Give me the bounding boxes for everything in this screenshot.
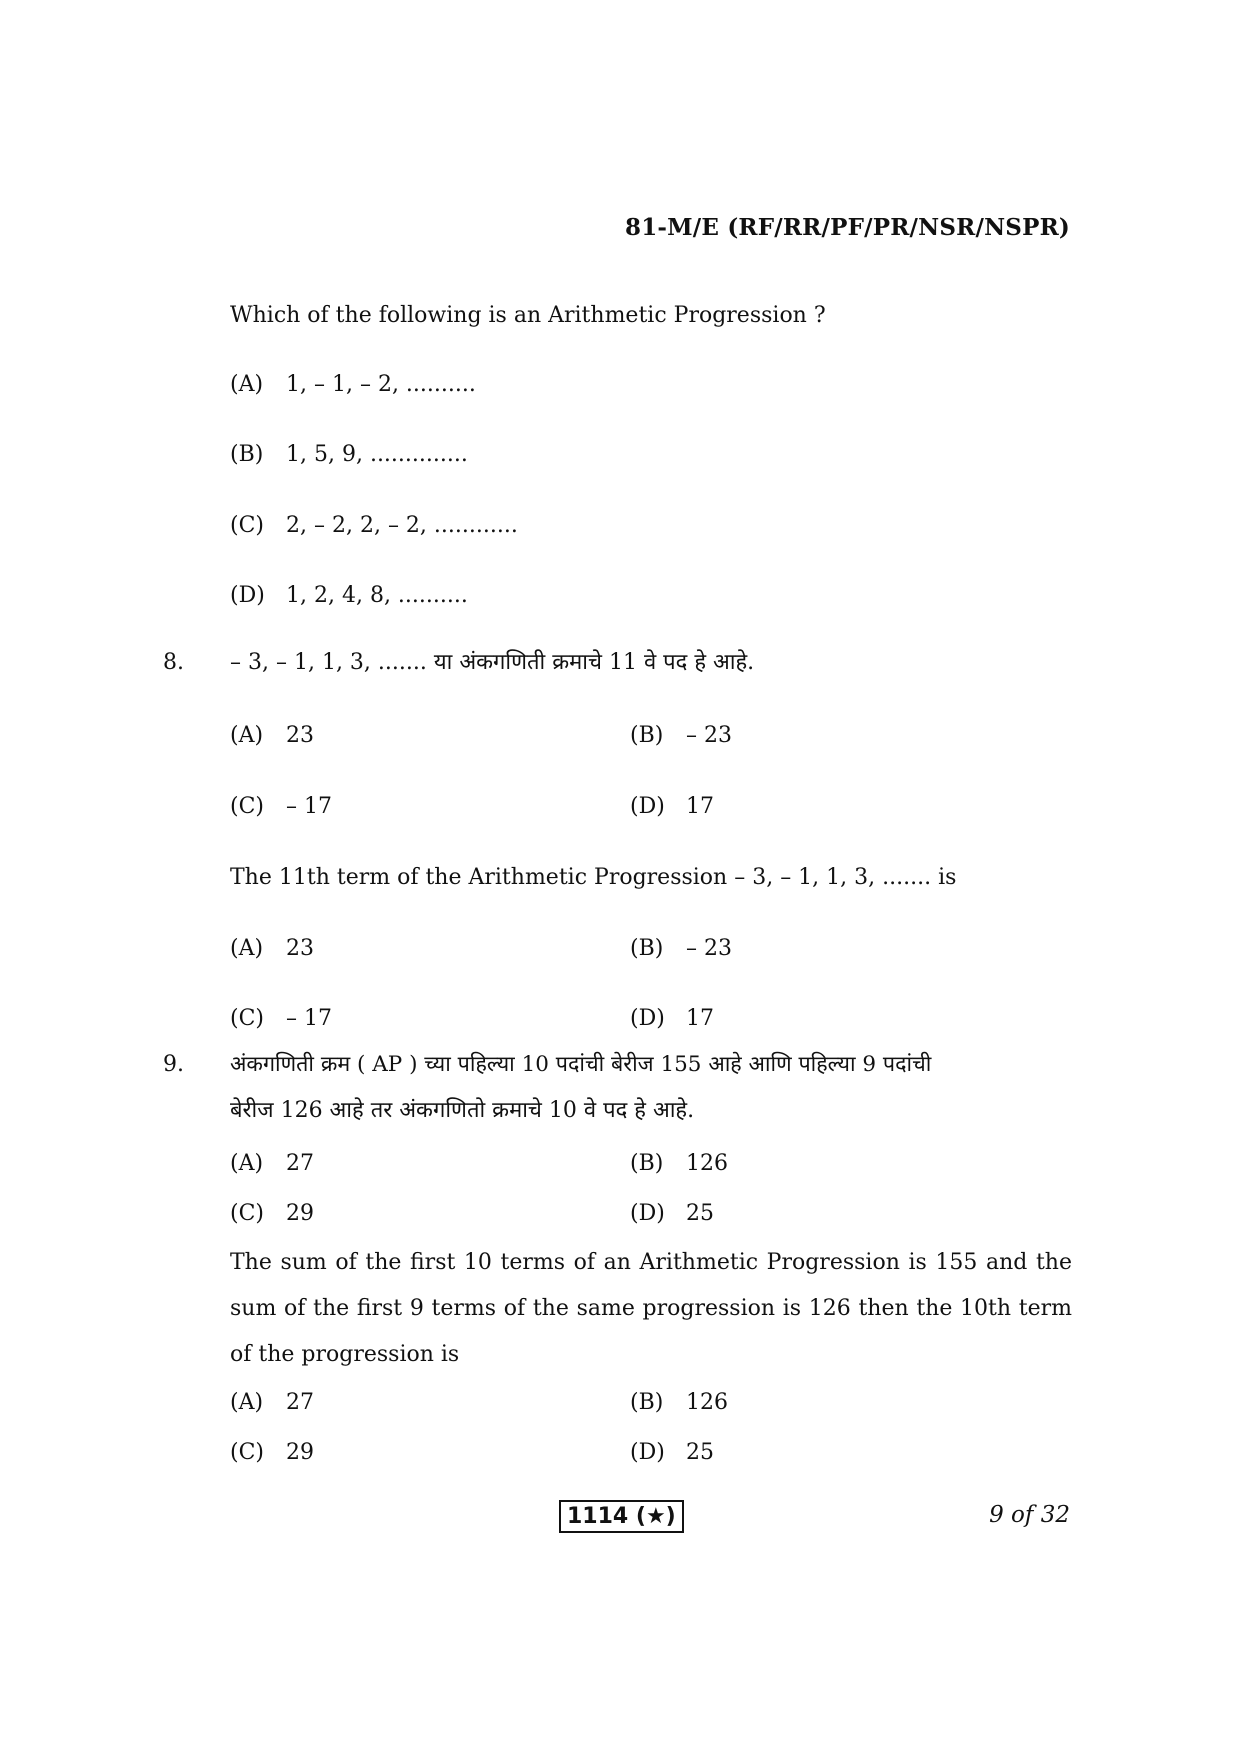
q8-english-text: The 11th term of the Arithmetic Progression – 3, – 1, 1, 3, ....... is bbox=[230, 865, 957, 890]
option-label: (A) bbox=[230, 1151, 264, 1176]
q8-mr-option-a bbox=[230, 723, 314, 748]
q9-en-option-b bbox=[630, 1390, 728, 1415]
option-value: 2, – 2, 2, – 2, ............ bbox=[286, 513, 518, 538]
option-label: (C) bbox=[230, 513, 264, 538]
option-value: 17 bbox=[686, 1006, 714, 1031]
option-value: 126 bbox=[686, 1390, 728, 1415]
q9-marathi-text-line1: अंकगणिती क्रम ( AP ) च्या पहिल्या 10 पदांची बेरीज 155 आहे आणि पहिल्या 9 पदांची bbox=[230, 1052, 932, 1077]
page-number: 9 of 32 bbox=[989, 1502, 1070, 1528]
q9-number: 9. bbox=[163, 1052, 184, 1077]
booklet-code: 1114 (★) bbox=[559, 1500, 684, 1533]
q7-option-a bbox=[230, 372, 476, 397]
option-value: 1, 5, 9, .............. bbox=[286, 442, 468, 467]
option-value: 27 bbox=[286, 1390, 314, 1415]
option-value: – 17 bbox=[286, 794, 332, 819]
q9-mr-option-a bbox=[230, 1151, 314, 1176]
option-label: (D) bbox=[630, 1006, 665, 1031]
q8-en-option-a bbox=[230, 936, 314, 961]
q9-english-text: The sum of the first 10 terms of an Arithmetic Progression is 155 and the sum of the first 9 terms of the same progression is 126 then the 10th term of the progression is bbox=[230, 1250, 1072, 1367]
option-value: 1, 2, 4, 8, .......... bbox=[286, 583, 468, 608]
option-value: 29 bbox=[286, 1201, 314, 1226]
q9-en-option-d bbox=[630, 1440, 714, 1465]
option-label: (A) bbox=[230, 936, 264, 961]
option-label: (C) bbox=[230, 1006, 264, 1031]
q8-mr-option-c bbox=[230, 794, 332, 819]
option-label: (A) bbox=[230, 372, 264, 397]
q9-mr-option-d bbox=[630, 1201, 714, 1226]
option-label: (D) bbox=[630, 1440, 665, 1465]
q7-option-d bbox=[230, 583, 468, 608]
q8-mr-option-d bbox=[630, 794, 714, 819]
option-value: – 17 bbox=[286, 1006, 332, 1031]
option-value: 25 bbox=[686, 1201, 714, 1226]
option-label: (B) bbox=[630, 936, 664, 961]
option-label: (B) bbox=[630, 1151, 664, 1176]
q7-english-text: Which of the following is an Arithmetic Progression ? bbox=[230, 303, 826, 328]
option-value: 23 bbox=[286, 936, 314, 961]
option-label: (C) bbox=[230, 794, 264, 819]
option-value: 25 bbox=[686, 1440, 714, 1465]
q8-marathi-text: – 3, – 1, 1, 3, ....... या अंकगणिती क्रमाचे 11 वे पद हे आहे. bbox=[230, 650, 755, 675]
option-value: 23 bbox=[286, 723, 314, 748]
option-value: 1, – 1, – 2, .......... bbox=[286, 372, 476, 397]
q8-en-option-c bbox=[230, 1006, 332, 1031]
option-value: 29 bbox=[286, 1440, 314, 1465]
option-value: – 23 bbox=[686, 936, 732, 961]
q8-en-option-b bbox=[630, 936, 732, 961]
q8-mr-option-b bbox=[630, 723, 732, 748]
option-label: (A) bbox=[230, 723, 264, 748]
q9-en-option-c bbox=[230, 1440, 314, 1465]
q9-marathi-text-line2: बेरीज 126 आहे तर अंकगणितो क्रमाचे 10 वे पद हे आहे. bbox=[230, 1098, 695, 1123]
option-label: (B) bbox=[630, 723, 664, 748]
option-label: (D) bbox=[630, 794, 665, 819]
q8-en-option-d bbox=[630, 1006, 714, 1031]
q9-mr-option-c bbox=[230, 1201, 314, 1226]
option-value: 126 bbox=[686, 1151, 728, 1176]
q8-number: 8. bbox=[163, 650, 184, 675]
paper-code: 81-M/E (RF/RR/PF/PR/NSR/NSPR) bbox=[624, 214, 1070, 241]
option-value: 17 bbox=[686, 794, 714, 819]
q9-en-option-a bbox=[230, 1390, 314, 1415]
q7-option-c bbox=[230, 513, 518, 538]
option-label: (C) bbox=[230, 1440, 264, 1465]
option-label: (C) bbox=[230, 1201, 264, 1226]
option-label: (B) bbox=[230, 442, 264, 467]
q9-mr-option-b bbox=[630, 1151, 728, 1176]
option-label: (A) bbox=[230, 1390, 264, 1415]
option-value: – 23 bbox=[686, 723, 732, 748]
option-label: (D) bbox=[230, 583, 265, 608]
option-label: (B) bbox=[630, 1390, 664, 1415]
option-value: 27 bbox=[286, 1151, 314, 1176]
option-label: (D) bbox=[630, 1201, 665, 1226]
q7-option-b bbox=[230, 442, 468, 467]
